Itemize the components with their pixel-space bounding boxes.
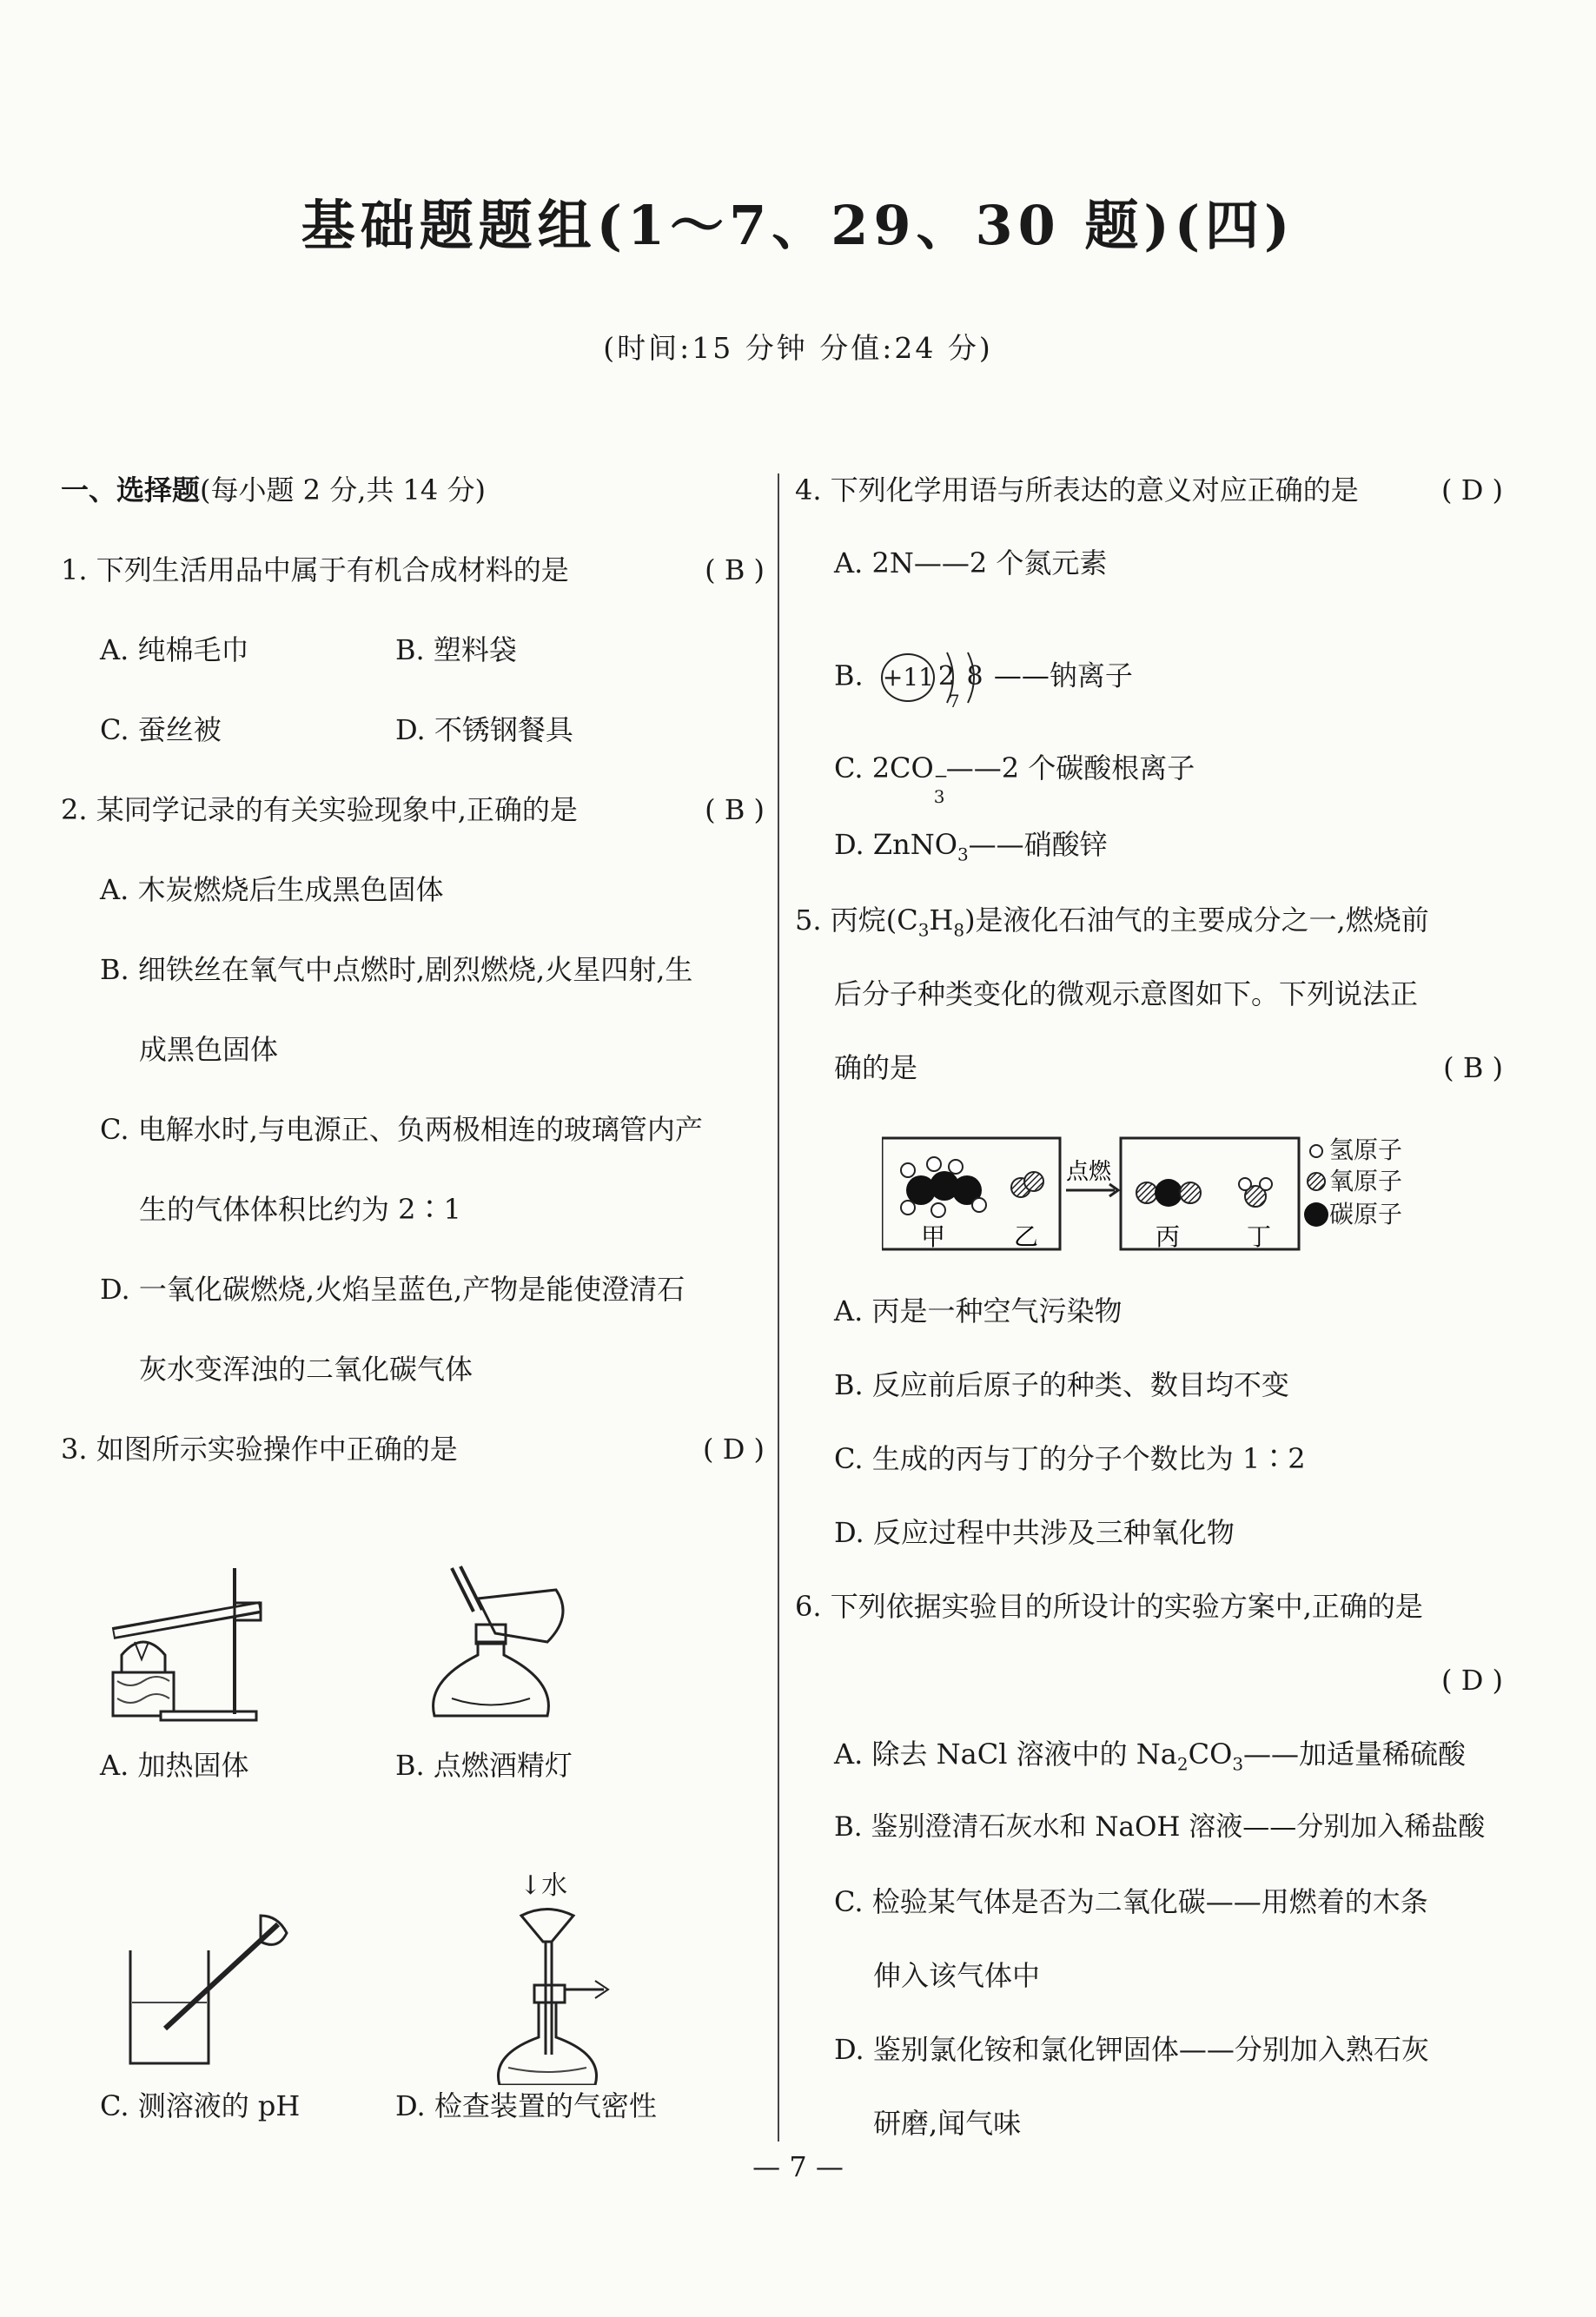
q6-option-d-line1: D. 鉴别氯化铵和氯化钾固体——分别加入熟石灰 <box>834 2033 1429 2066</box>
q4-d-prefix: D. ZnNO <box>834 828 957 861</box>
q2-option-c-line2: 生的气体体积比约为 2∶1 <box>139 1193 461 1226</box>
section-heading-bold: 一、选择题 <box>61 473 201 506</box>
label-jia: 甲 <box>921 1222 946 1251</box>
page-subtitle: (时间:15 分钟 分值:24 分) <box>603 331 993 365</box>
q6-option-c-line2: 伸入该气体中 <box>873 1959 1041 1992</box>
reaction-condition: 点燃 <box>1066 1159 1112 1185</box>
q6-a-sub2: 3 <box>1232 1753 1244 1775</box>
q6-option-d-line2: 研磨,闻气味 <box>873 2107 1022 2140</box>
heating-solid-illustration <box>96 1559 295 1725</box>
alcohol-lamp-illustration <box>417 1559 617 1725</box>
legend-carbon: 碳原子 <box>1329 1200 1403 1228</box>
q2-option-a: A. 木炭燃烧后生成黑色固体 <box>100 873 444 906</box>
legend-hydrogen-icon <box>1310 1145 1322 1157</box>
q2-option-c-line1: C. 电解水时,与电源正、负两极相连的玻璃管内产 <box>100 1113 703 1146</box>
q5-option-a: A. 丙是一种空气污染物 <box>834 1294 1122 1327</box>
q4-option-b-prefix: B. <box>834 659 864 692</box>
q3-option-d: D. 检查装置的气密性 <box>395 2089 657 2122</box>
q4-c-sub: 3 <box>933 786 945 807</box>
column-divider <box>778 473 779 2142</box>
q3-answer: ( D ) <box>703 1433 765 1466</box>
q3-option-b: B. 点燃酒精灯 <box>395 1749 573 1782</box>
shell-electrons: 2 8 <box>937 661 985 692</box>
q2-option-d-line2: 灰水变浑浊的二氧化碳气体 <box>139 1353 474 1386</box>
q5-stem-part3: )是液化石油气的主要成分之一,燃烧前 <box>964 904 1429 937</box>
q6-stem: 6. 下列依据实验目的所设计的实验方案中,正确的是 <box>795 1590 1423 1623</box>
label-yi: 乙 <box>1014 1222 1039 1251</box>
q4-d-meaning: ——硝酸锌 <box>968 828 1108 861</box>
electron-shells <box>937 647 994 712</box>
q5-stem-line3: 确的是 <box>834 1051 918 1084</box>
q6-a-sub1: 2 <box>1176 1753 1189 1775</box>
q6-option-a <box>834 1738 1466 1774</box>
legend-oxygen-icon <box>1308 1173 1325 1190</box>
page-title: 基础题题组(1～7、29、30 题)(四) <box>301 194 1295 257</box>
q2-option-b-line2: 成黑色固体 <box>139 1033 279 1066</box>
q6-a-mid: CO <box>1188 1738 1233 1771</box>
q6-a-suffix: ——加适量稀硫酸 <box>1243 1738 1467 1771</box>
q1-option-d: D. 不锈钢餐具 <box>395 713 573 746</box>
legend-oxygen: 氧原子 <box>1329 1167 1403 1195</box>
ph-test-illustration <box>104 1898 304 2072</box>
atom-nucleus: +11 <box>881 653 935 702</box>
q2-answer: ( B ) <box>705 793 765 826</box>
section-heading <box>61 473 486 506</box>
q5-stem-line1 <box>795 904 1429 940</box>
q4-option-d <box>834 828 1108 864</box>
q2-option-b-line1: B. 细铁丝在氧气中点燃时,剧烈燃烧,火星四射,生 <box>100 953 693 986</box>
q3-stem: 3. 如图所示实验操作中正确的是 <box>61 1433 458 1466</box>
label-ding: 丁 <box>1247 1222 1272 1251</box>
q6-a-prefix: A. 除去 NaCl 溶液中的 Na <box>834 1738 1177 1771</box>
legend-hydrogen: 氢原子 <box>1329 1135 1403 1164</box>
q1-option-c: C. 蚕丝被 <box>100 713 222 746</box>
q5-stem-part1: 5. 丙烷(C <box>795 904 918 937</box>
q4-option-a: A. 2N——2 个氮元素 <box>834 546 1108 579</box>
airtightness-illustration <box>469 1907 669 2085</box>
q5-answer: ( B ) <box>1443 1051 1503 1084</box>
q1-answer: ( B ) <box>705 553 765 586</box>
q5-option-c: C. 生成的丙与丁的分子个数比为 1∶2 <box>834 1442 1306 1475</box>
shell-mark: 7 <box>948 691 960 712</box>
q5-option-b: B. 反应前后原子的种类、数目均不变 <box>834 1368 1289 1401</box>
q4-option-b-meaning: ——钠离子 <box>993 659 1133 692</box>
q5-stem-part2: H <box>929 904 954 937</box>
q3-option-c: C. 测溶液的 pH <box>100 2089 301 2122</box>
q4-c-sup: − <box>933 765 949 786</box>
section-heading-rest: (每小题 2 分,共 14 分) <box>200 473 486 506</box>
q3-option-a: A. 加热固体 <box>100 1749 249 1782</box>
q2-stem: 2. 某同学记录的有关实验现象中,正确的是 <box>61 793 578 826</box>
label-bing: 丙 <box>1156 1222 1181 1251</box>
shell-arcs <box>938 647 994 708</box>
q5-option-d: D. 反应过程中共涉及三种氧化物 <box>834 1516 1235 1549</box>
q4-d-sub: 3 <box>957 844 969 865</box>
q4-c-meaning: ——2 个碳酸根离子 <box>945 751 1195 784</box>
q5-stem-sub1: 3 <box>917 919 930 941</box>
q4-option-b <box>834 647 1133 712</box>
q6-option-c-line1: C. 检验某气体是否为二氧化碳——用燃着的木条 <box>834 1885 1428 1918</box>
q1-option-a: A. 纯棉毛巾 <box>100 633 249 666</box>
q5-stem-sub2: 8 <box>953 919 965 941</box>
q4-stem: 4. 下列化学用语与所表达的意义对应正确的是 <box>795 473 1359 506</box>
q1-option-b: B. 塑料袋 <box>395 633 517 666</box>
q4-answer: ( D ) <box>1441 473 1503 506</box>
q4-c-prefix: C. 2CO <box>834 751 934 784</box>
water-label: 水 <box>541 1870 568 1901</box>
q5-stem-line2: 后分子种类变化的微观示意图如下。下列说法正 <box>834 977 1419 1010</box>
q1-stem: 1. 下列生活用品中属于有机合成材料的是 <box>61 553 569 586</box>
q3-water-label: ↓水 <box>520 1870 568 1901</box>
page-number: — 7 — <box>752 2150 844 2183</box>
q6-option-b: B. 鉴别澄清石灰水和 NaOH 溶液——分别加入稀盐酸 <box>834 1811 1486 1843</box>
q4-option-c <box>834 751 1195 807</box>
q2-option-d-line1: D. 一氧化碳燃烧,火焰呈蓝色,产物是能使澄清石 <box>100 1273 685 1306</box>
q6-answer: ( D ) <box>1441 1664 1503 1697</box>
legend-carbon-icon <box>1304 1202 1328 1227</box>
